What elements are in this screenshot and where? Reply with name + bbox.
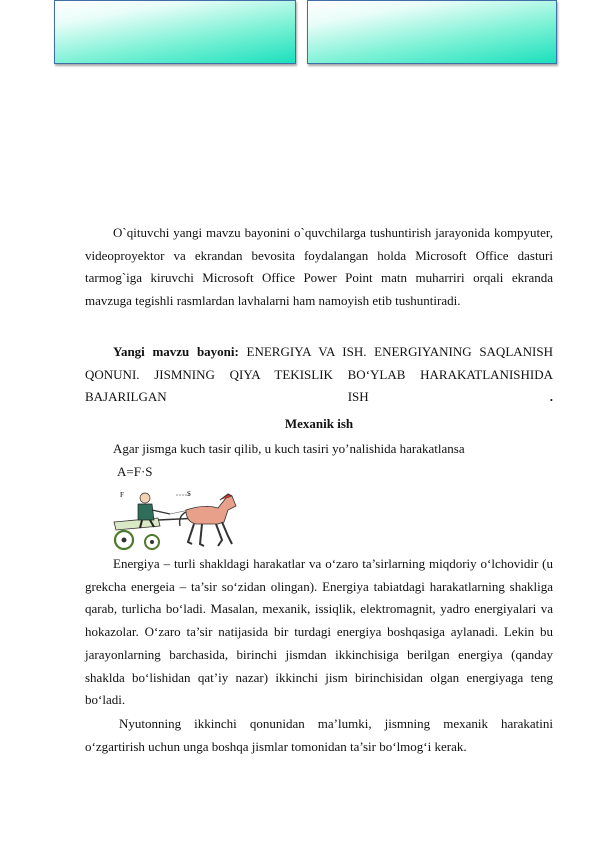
section-heading: Mexanik ish <box>284 416 354 431</box>
work-formula: A=F·S <box>117 464 153 479</box>
energy-text: Energiya – turli shakldagi harakatlar va o‘zaro ta’sirlarning miqdoriy o‘lchovidir (u grekcha energeia – ta’sir so‘zidan olingan). Energiya tabiatdagi harakatlarning shakliga qarab, turlicha bo‘ladi. Masalan, mexanik, issiqlik, elektromagnit, yadro energiyalari va hokazolar. O‘zaro ta’sir natijasida bir turdagi energiya boshqasiga aylanadi. Lekin bu jarayonlarning barchasida, birinchi jismdan ikkinchisiga berilgan energiya (qanday shaklda bo‘lishidan qat’iy nazar) ikkinchi jism birinchisidan olgan energiyaga teng bo‘ladi. <box>85 556 553 708</box>
distance-label: S <box>187 490 191 498</box>
newton-paragraph <box>85 713 553 758</box>
horse-cart-illustration <box>108 484 240 556</box>
topic-label: Yangi mavzu bayoni: <box>113 344 239 359</box>
force-label: F <box>120 491 124 499</box>
topic-dot: . <box>549 389 553 405</box>
work-condition: Agar jismga kuch tasir qilib, u kuch tasiri yo’nalishida harakatlansa <box>113 441 465 456</box>
intro-paragraph <box>85 222 553 313</box>
header-panel-right <box>307 0 557 64</box>
topic-heading <box>85 341 553 409</box>
newton-text: Nyutonning ikkinchi qonunidan ma’lumki, jismning mexanik harakatini o‘zgartirish uchun unga boshqa jismlar tomonidan ta’sir bo‘lmog‘i kerak. <box>85 716 553 754</box>
energy-paragraph <box>85 553 553 712</box>
header-panel-left <box>54 0 296 64</box>
horse <box>180 494 236 546</box>
intro-text: O`qituvchi yangi mavzu bayonini o`quvchilarga tushuntirish jarayonida kompyuter, videoproyektor va ekrandan bevosita foydalangan holda Microsoft Office dasturi tarmog`iga kiruvchi Microsoft Office Power Point matn muharriri orqali ekranda mavzuga tegishli rasmlardan lavhalarni ham namoyish etib tushuntiradi. <box>85 225 553 309</box>
topic-title: ENERGIYA VA ISH. ENERGIYANING SAQLANISH QONUNI. JISMNING QIYA TEKISLIK BO‘YLAB HARAKATLANISHIDA BAJARILGAN ISH <box>85 344 553 405</box>
cart <box>114 518 160 549</box>
